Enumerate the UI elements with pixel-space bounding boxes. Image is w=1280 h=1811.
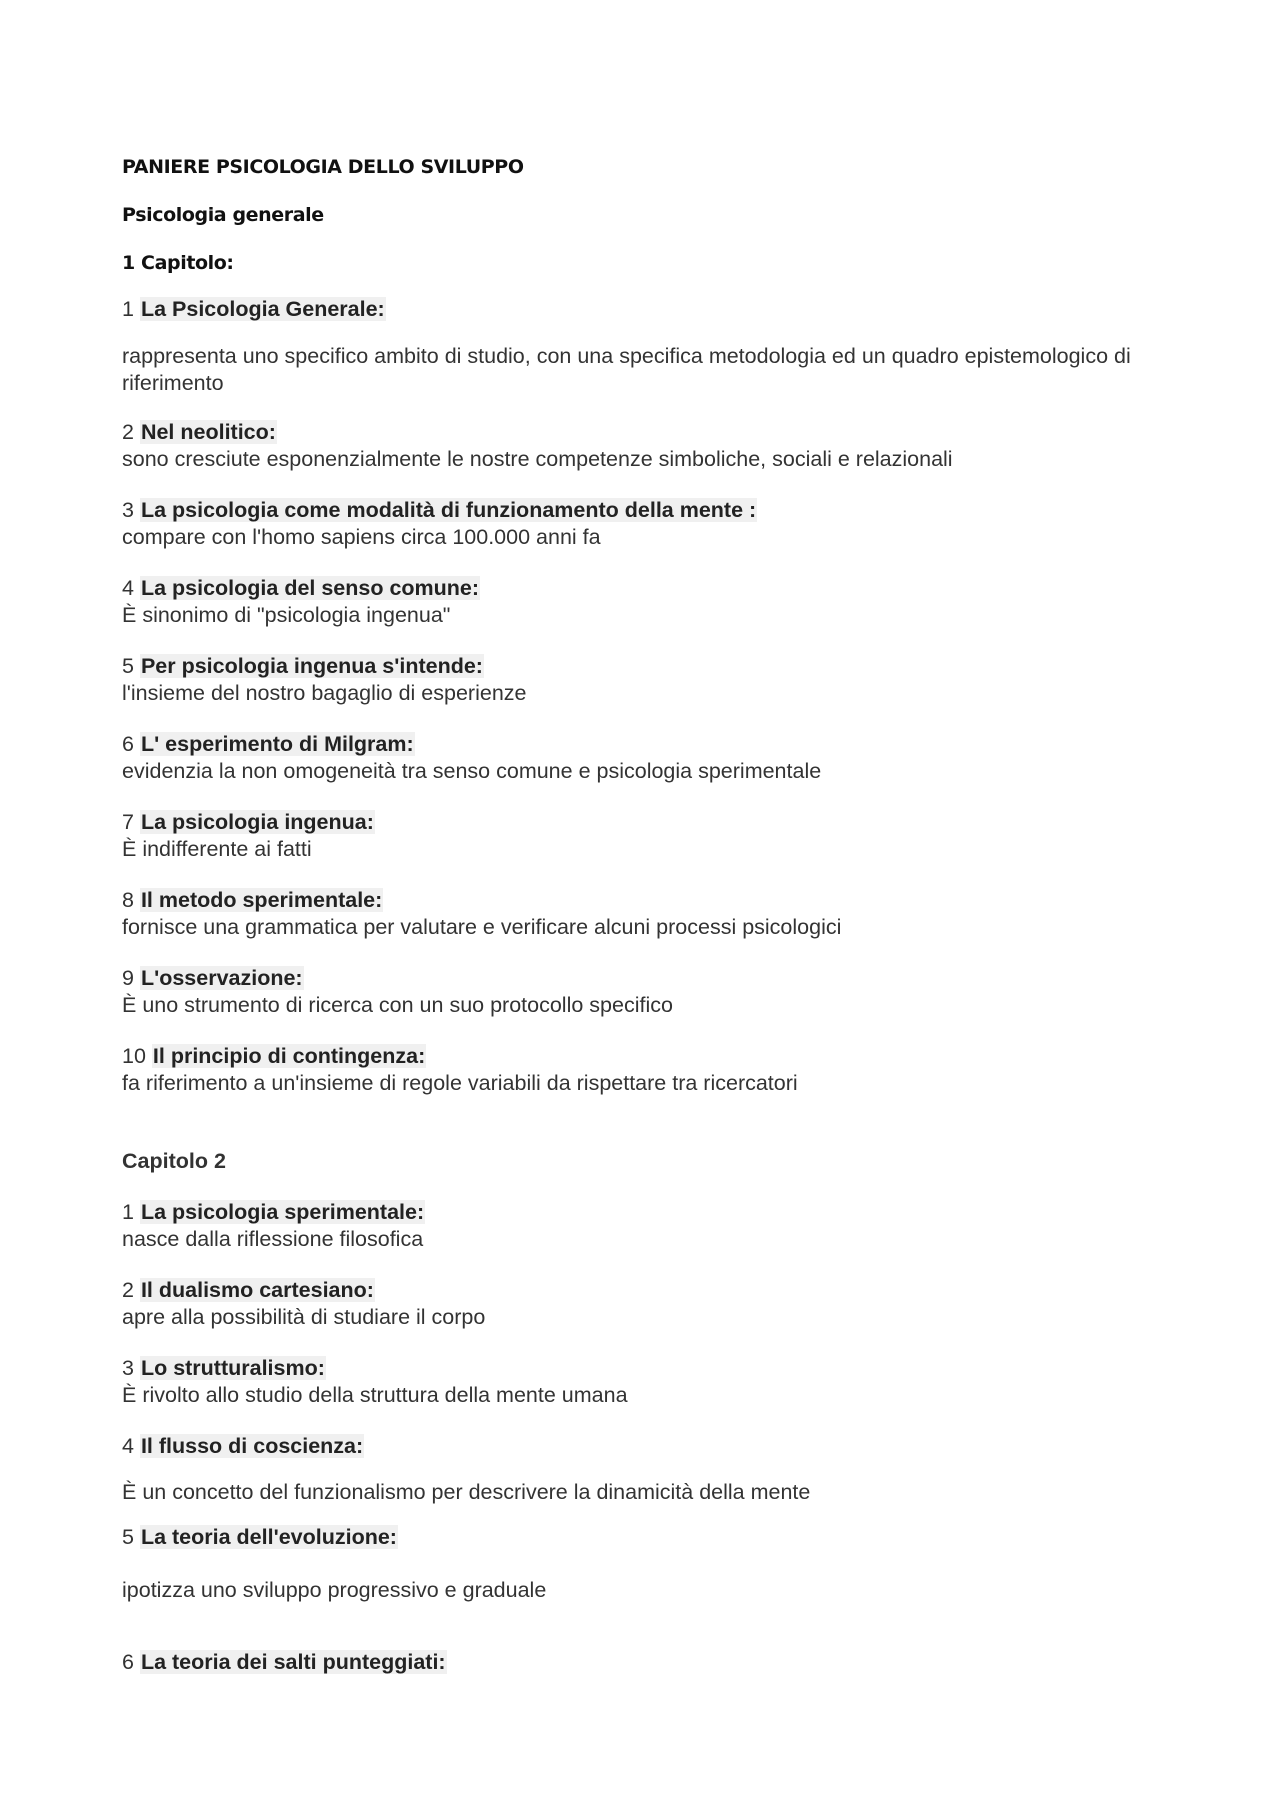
answer-text: È un concetto del funzionalismo per descrivere la dinamicità della mente (122, 1480, 811, 1504)
ch2-item-3 (122, 1355, 1182, 1409)
question (122, 1277, 1182, 1304)
item-number: 10 (122, 1044, 146, 1068)
answer-text: rappresenta uno specifico ambito di studio, con una specifica metodologia ed un quadro epistemologico di riferimento (122, 344, 1131, 395)
answer-text: ipotizza uno sviluppo progressivo e graduale (122, 1578, 547, 1602)
question-text: La psicologia del senso comune: (140, 576, 480, 600)
item-number: 5 (122, 1525, 134, 1549)
answer-text: evidenzia la non omogeneità tra senso comune e psicologia sperimentale (122, 759, 822, 783)
question-text: Lo strutturalismo: (140, 1356, 325, 1380)
question-text: L'osservazione: (140, 966, 303, 990)
answer-text: È rivolto allo studio della struttura della mente umana (122, 1383, 628, 1407)
document-title: PANIERE PSICOLOGIA DELLO SVILUPPO (122, 156, 524, 178)
ch1-item-5 (122, 653, 1182, 707)
question-text: Il principio di contingenza: (152, 1044, 426, 1068)
ch1-item-1 (122, 296, 1182, 397)
answer-text: sono cresciute esponenzialmente le nostre competenze simboliche, sociali e relazionali (122, 447, 953, 471)
item-number: 7 (122, 810, 134, 834)
question-text: Per psicologia ingenua s'intende: (140, 654, 483, 678)
item-number: 6 (122, 1650, 134, 1674)
item-number: 2 (122, 420, 134, 444)
answer-text: È sinonimo di "psicologia ingenua" (122, 603, 451, 627)
question (122, 1199, 1182, 1226)
ch1-item-6 (122, 731, 1182, 785)
ch2-item-4 (122, 1433, 1182, 1506)
ch1-item-2 (122, 419, 1182, 473)
question-text: Il flusso di coscienza: (140, 1434, 364, 1458)
question-text: L' esperimento di Milgram: (140, 732, 414, 756)
question (122, 1433, 1182, 1460)
question-text: La psicologia ingenua: (140, 810, 374, 834)
answer-text: È indifferente ai fatti (122, 837, 312, 861)
question-text: La Psicologia Generale: (140, 297, 385, 321)
question-text: Il metodo sperimentale: (140, 888, 383, 912)
item-number: 8 (122, 888, 134, 912)
ch1-item-8 (122, 887, 1182, 941)
ch1-item-10 (122, 1043, 1182, 1097)
ch1-item-7 (122, 809, 1182, 863)
item-number: 6 (122, 732, 134, 756)
answer-text: fa riferimento a un'insieme di regole variabili da rispettare tra ricercatori (122, 1071, 798, 1095)
question (122, 887, 1182, 914)
question (122, 419, 1182, 446)
question (122, 1524, 1182, 1551)
ch1-item-9 (122, 965, 1182, 1019)
item-number: 4 (122, 1434, 134, 1458)
item-number: 3 (122, 498, 134, 522)
ch2-item-2 (122, 1277, 1182, 1331)
question (122, 965, 1182, 992)
question (122, 809, 1182, 836)
answer-text: compare con l'homo sapiens circa 100.000 anni fa (122, 525, 601, 549)
question (122, 731, 1182, 758)
item-number: 5 (122, 654, 134, 678)
answer-text: apre alla possibilità di studiare il corpo (122, 1305, 486, 1329)
answer-text: fornisce una grammatica per valutare e verificare alcuni processi psicologici (122, 915, 842, 939)
ch2-item-6 (122, 1649, 1182, 1676)
question-text: La psicologia sperimentale: (140, 1200, 425, 1224)
item-number: 1 (122, 297, 134, 321)
question (122, 1649, 1182, 1676)
item-number: 1 (122, 1200, 134, 1224)
question (122, 1043, 1182, 1070)
document-content (122, 152, 1182, 1676)
question (122, 497, 1182, 524)
ch1-item-3 (122, 497, 1182, 551)
ch1-item-4 (122, 575, 1182, 629)
document-subtitle: Psicologia generale (122, 204, 324, 226)
question (122, 653, 1182, 680)
question (122, 575, 1182, 602)
question-text: La teoria dei salti punteggiati: (140, 1650, 446, 1674)
question (122, 1355, 1182, 1382)
answer-text: È uno strumento di ricerca con un suo protocollo specifico (122, 993, 673, 1017)
question-text: Il dualismo cartesiano: (140, 1278, 374, 1302)
item-number: 3 (122, 1356, 134, 1380)
ch2-item-5 (122, 1524, 1182, 1604)
answer-text: l'insieme del nostro bagaglio di esperienze (122, 681, 527, 705)
ch2-item-1 (122, 1199, 1182, 1253)
item-number: 4 (122, 576, 134, 600)
question-text: La psicologia come modalità di funzionamento della mente : (140, 498, 757, 522)
question-text: Nel neolitico: (140, 420, 276, 444)
chapter-1-heading: 1 Capitolo: (122, 252, 234, 274)
question (122, 296, 1182, 323)
question-text: La teoria dell'evoluzione: (140, 1525, 397, 1549)
answer-text: nasce dalla riflessione filosofica (122, 1227, 424, 1251)
item-number: 9 (122, 966, 134, 990)
chapter-2-heading: Capitolo 2 (122, 1149, 226, 1173)
item-number: 2 (122, 1278, 134, 1302)
